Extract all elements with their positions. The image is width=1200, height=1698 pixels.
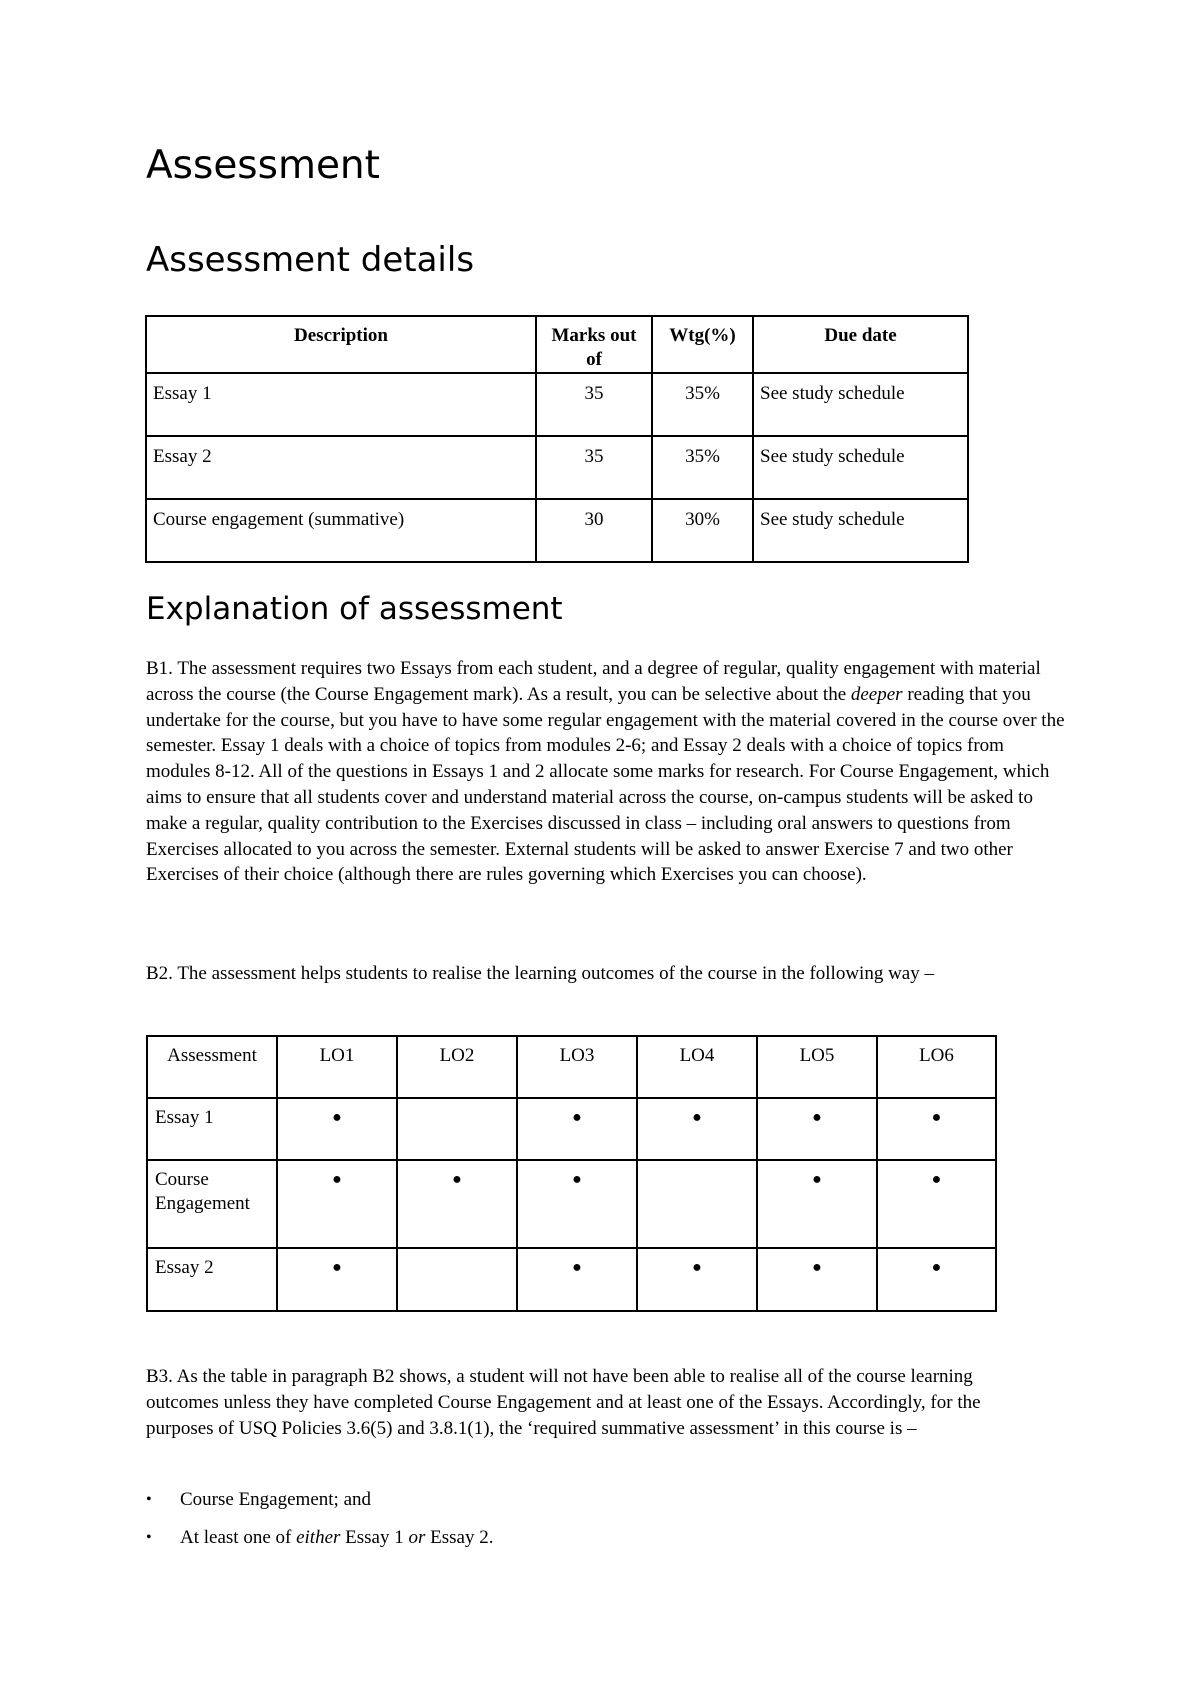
paragraph-b3: B3. As the table in paragraph B2 shows, a student will not have been able to realise all of the course learning outcomes unless they have completed Course Engagement and at least one of the Essays. Accordingly, for the purposes of USQ Policies 3.6(5) and 3.8.1(1), the ‘required summative assessment’ in this course is – [146, 1366, 981, 1439]
lo-mark-icon: ● [517, 1098, 637, 1160]
header-marks: Marks out of [536, 316, 652, 373]
lo-mark-icon: ● [757, 1160, 877, 1248]
learning-outcomes-table [146, 1035, 997, 1312]
list-item-text-part: At least one of [180, 1527, 297, 1548]
table-row [146, 373, 968, 436]
list-item-text-part: Essay 2. [425, 1527, 494, 1548]
cell-description: Course engagement (summative) [146, 499, 536, 562]
lo-header-lo4: LO4 [637, 1036, 757, 1098]
paragraph-b1-text: B1. The assessment requires two Essays from each student, and a degree of regular, quality engagement with material across the course (the Course Engagement mark). As a result, you can be selective about the [146, 658, 1041, 705]
table-row [147, 1160, 996, 1248]
assessment-details-table [145, 315, 969, 563]
cell-marks: 35 [536, 373, 652, 436]
assessment-details-heading: Assessment details [146, 240, 475, 280]
cell-description: Essay 2 [146, 436, 536, 499]
list-item-emphasis: either [296, 1527, 341, 1548]
page-title: Assessment [146, 143, 380, 188]
lo-cell [397, 1098, 517, 1160]
bullet-icon: • [146, 1529, 152, 1546]
paragraph-b1 [146, 656, 1066, 888]
lo-mark-icon: ● [877, 1098, 996, 1160]
header-weighting: Wtg(%) [652, 316, 753, 373]
table-row [146, 436, 968, 499]
lo-header-lo2: LO2 [397, 1036, 517, 1098]
cell-weighting: 30% [652, 499, 753, 562]
list-item-text [180, 1526, 493, 1550]
lo-mark-icon: ● [877, 1248, 996, 1311]
lo-mark-icon: ● [637, 1248, 757, 1311]
lo-mark-icon: ● [877, 1160, 996, 1248]
cell-weighting: 35% [652, 373, 753, 436]
table-row [146, 499, 968, 562]
lo-header-lo5: LO5 [757, 1036, 877, 1098]
header-due-date: Due date [753, 316, 968, 373]
cell-weighting: 35% [652, 436, 753, 499]
lo-mark-icon: ● [277, 1160, 397, 1248]
header-description: Description [146, 316, 536, 373]
cell-due-date: See study schedule [753, 436, 968, 499]
cell-marks: 30 [536, 499, 652, 562]
lo-header-lo3: LO3 [517, 1036, 637, 1098]
lo-row-label: Course Engagement [147, 1160, 277, 1248]
lo-header-lo6: LO6 [877, 1036, 996, 1098]
table-row [147, 1098, 996, 1160]
lo-mark-icon: ● [397, 1160, 517, 1248]
paragraph-b1-text-cont: reading that you undertake for the course, but you have to have some regular engagement with the material covered in the course over the semester. Essay 1 deals with a choice of topics from modules 2-6; and Essay 2 deals with a choice of topics from modules 8-12. All of the questions in Essays 1 and 2 allocate some marks for research. For Course Engagement, which aims to ensure that all students cover and understand material across the course, on-campus students will be asked to make a regular, quality contribution to the Exercises discussed in class – including oral answers to questions from Exercises allocated to you across the semester. External students will be asked to answer Exercise 7 and two other Exercises of their choice (although there are rules governing which Exercises you can choose). [146, 683, 1065, 886]
lo-mark-icon: ● [637, 1098, 757, 1160]
lo-mark-icon: ● [517, 1160, 637, 1248]
list-item-emphasis: or [408, 1527, 426, 1548]
list-item-text-part: Essay 1 [340, 1527, 409, 1548]
lo-header-lo1: LO1 [277, 1036, 397, 1098]
lo-mark-icon: ● [757, 1248, 877, 1311]
lo-row-label: Essay 1 [147, 1098, 277, 1160]
paragraph-b1-emphasis: deeper [850, 683, 903, 705]
paragraph-b2: B2. The assessment helps students to realise the learning outcomes of the course in the following way – [146, 963, 934, 984]
lo-mark-icon: ● [757, 1098, 877, 1160]
lo-mark-icon: ● [277, 1098, 397, 1160]
cell-due-date: See study schedule [753, 373, 968, 436]
bullet-icon: • [146, 1491, 152, 1508]
cell-due-date: See study schedule [753, 499, 968, 562]
cell-description: Essay 1 [146, 373, 536, 436]
lo-cell [397, 1248, 517, 1311]
table-header-row [146, 316, 968, 373]
lo-header-row [147, 1036, 996, 1098]
list-item-text: Course Engagement; and [180, 1489, 372, 1510]
lo-cell [637, 1160, 757, 1248]
cell-marks: 35 [536, 436, 652, 499]
table-row [147, 1248, 996, 1311]
lo-mark-icon: ● [517, 1248, 637, 1311]
lo-header-assessment: Assessment [147, 1036, 277, 1098]
lo-row-label: Essay 2 [147, 1248, 277, 1311]
explanation-heading: Explanation of assessment [146, 591, 563, 627]
lo-mark-icon: ● [277, 1248, 397, 1311]
